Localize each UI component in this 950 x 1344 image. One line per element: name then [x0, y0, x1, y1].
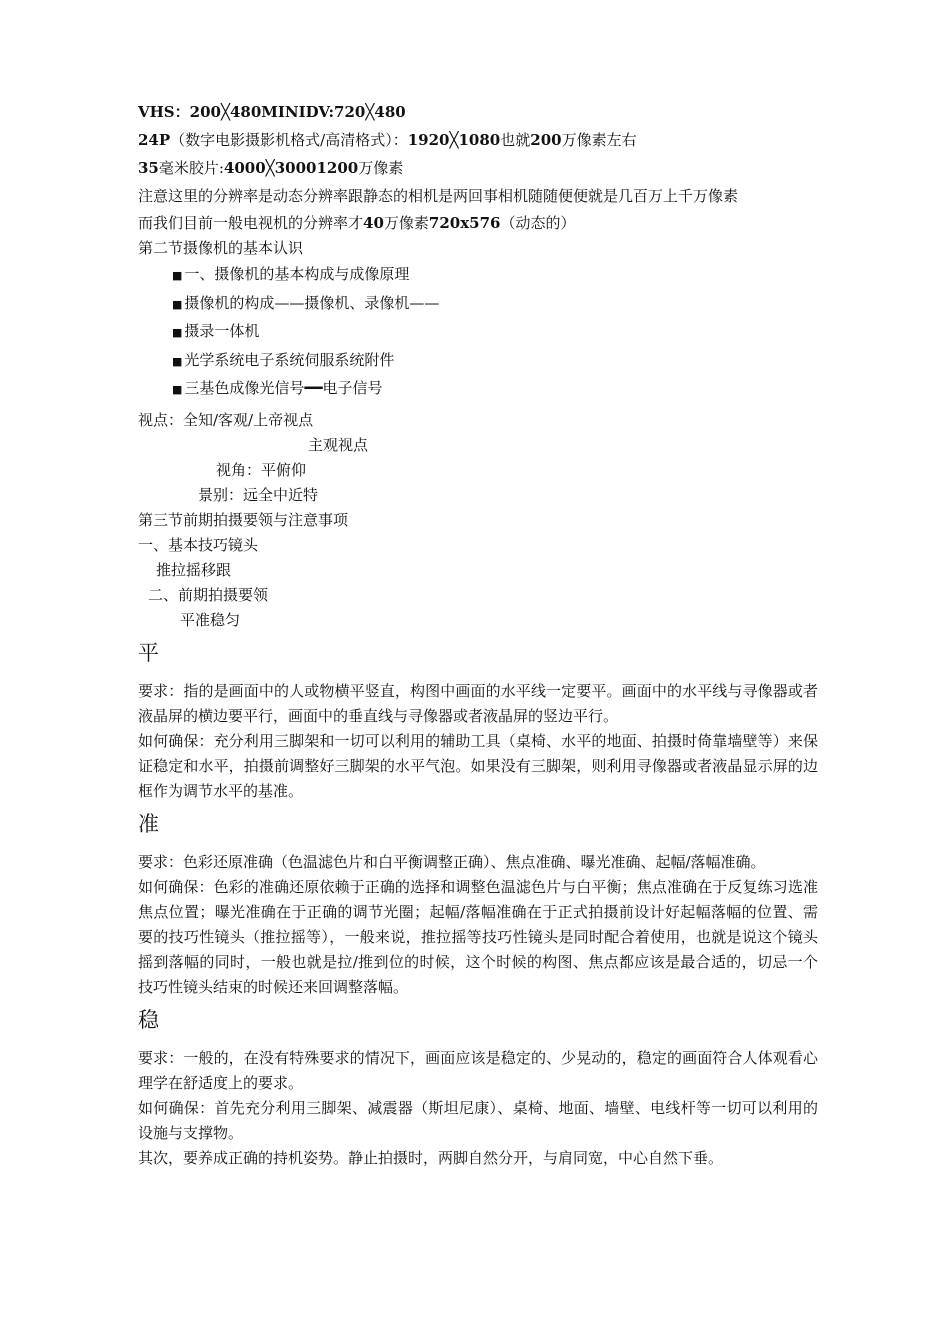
35mm-film: 毫米胶片:: [158, 159, 224, 177]
24p-also: 也就: [500, 131, 531, 149]
square-bullet-icon: ■: [172, 269, 183, 282]
vhs-resolution-line: [138, 100, 818, 125]
shot-scale-line: 景别：远全中近特: [198, 485, 319, 504]
tv-resolution: 720x576: [428, 214, 501, 232]
principle-section-ping: [138, 639, 818, 804]
basic-shots-heading: 一、基本技巧镜头: [138, 535, 259, 554]
tv-tail: （动态的）: [500, 214, 576, 232]
how-to-paragraph: 如何确保：色彩的准确还原依赖于正确的选择和调整色温滤色片与白平衡；焦点准确在于反复练习选准焦点位置；曝光准确在于正确的调节光圈；起幅/落幅准确在于正式拍摄前设计好起幅落幅的位置、需要的技巧性镜头（推拉摇等），一般来说，推拉摇等技巧性镜头是同时配合着使用，也就是说这个镜头摇到落幅的同时，一般也就是拉/推到位的时候，这个时候的构图、焦点都应该是最合适的，切忌一个技巧性镜头结束的时候还来回调整落幅。: [138, 877, 818, 996]
requirement-paragraph: 要求：指的是画面中的人或物横平竖直，构图中画面的水平线一定要平。画面中的水平线与寻像器或者液晶屏的横边要平行，画面中的垂直线与寻像器或者液晶屏的竖边平行。: [138, 681, 818, 725]
24p-label: 24P: [138, 131, 171, 149]
square-bullet-icon: ■: [172, 297, 183, 311]
tv-resolution-line: [138, 211, 818, 236]
shooting-essentials-heading: 二、前期拍摄要领: [148, 585, 269, 604]
24p-resolution: 1920╳1080: [407, 131, 501, 149]
24p-pixel-count: 200: [530, 131, 562, 149]
35mm-resolution: 4000╳30001200: [223, 159, 359, 177]
four-principles-line: 平准稳匀: [180, 610, 241, 629]
how-to-paragraph: 如何确保：充分利用三脚架和一切可以利用的辅助工具（桌椅、水平的地面、拍摄时倚靠墙壁等）来保证稳定和水平，拍摄前调整好三脚架的水平气泡。如果没有三脚架，则利用寻像器或者液晶显示屏的边框作为调节水平的基准。: [138, 731, 818, 800]
list-item: ■ 摄像机的构成——摄像机、录像机——: [172, 293, 440, 312]
principle-section-zhun: [138, 810, 818, 1000]
camera-moves-line: 推拉摇移跟: [156, 560, 232, 579]
35mm-tail: 万像素: [358, 159, 404, 177]
section-heading: 稳: [138, 1007, 159, 1032]
subjective-viewpoint-line: 主观视点: [308, 435, 369, 454]
24p-format-desc: （数字电影摄影机格式/高清格式）：: [170, 131, 408, 149]
section-heading: 平: [138, 640, 159, 665]
view-angle-line: 视角：平俯仰: [216, 460, 307, 479]
list-item: ■ 摄录一体机: [172, 322, 260, 340]
how-to-paragraph: 如何确保：首先充分利用三脚架、减震器（斯坦尼康）、桌椅、地面、墙壁、电线杆等一切可以利用的设施与支撑物。: [138, 1098, 818, 1142]
section-2-title: 第二节摄像机的基本认识: [138, 239, 304, 257]
tv-mid: 万像素: [383, 214, 429, 232]
viewpoint-line: 视点：全知/客观/上帝视点: [138, 410, 314, 429]
document-page: [138, 100, 818, 1171]
24p-resolution-line: [138, 128, 818, 153]
square-bullet-icon: ■: [172, 383, 183, 396]
requirement-paragraph: 要求：色彩还原准确（色温滤色片和白平衡调整正确）、焦点准确、曝光准确、起幅/落幅准确。: [138, 852, 766, 871]
section-heading: 准: [138, 811, 159, 836]
section-3-title: 第三节前期拍摄要领与注意事项: [138, 510, 349, 529]
principle-section-wen: [138, 1006, 818, 1171]
square-bullet-icon: ■: [172, 354, 183, 368]
posture-paragraph: 其次，要养成正确的持机姿势。静止拍摄时，两脚自然分开，与肩同宽，中心自然下垂。: [138, 1148, 724, 1167]
list-item: ■ 一、摄像机的基本构成与成像原理: [172, 265, 410, 283]
resolution-note: 注意这里的分辨率是动态分辨率跟静态的相机是两回事相机随随便便就是几百万上千万像素: [138, 187, 739, 205]
camera-basics-list: [138, 261, 818, 404]
list-item: ■ 三基色成像光信号━━电子信号: [172, 379, 383, 397]
requirement-paragraph: 要求：一般的，在没有特殊要求的情况下，画面应该是稳定的、少晃动的，稳定的画面符合人体观看心理学在舒适度上的要求。: [138, 1048, 818, 1092]
list-item: ■ 光学系统电子系统伺服系统附件: [172, 350, 395, 369]
tv-pixel-count: 40: [363, 214, 384, 232]
square-bullet-icon: ■: [172, 326, 183, 339]
35mm-label: 35: [138, 159, 159, 177]
vhs-text: VHS：200╳480MINIDV:720╳480: [138, 103, 406, 121]
tv-head: 而我们目前一般电视机的分辨率才: [138, 214, 364, 232]
24p-tail: 万像素左右: [561, 131, 637, 149]
35mm-resolution-line: [138, 156, 818, 181]
